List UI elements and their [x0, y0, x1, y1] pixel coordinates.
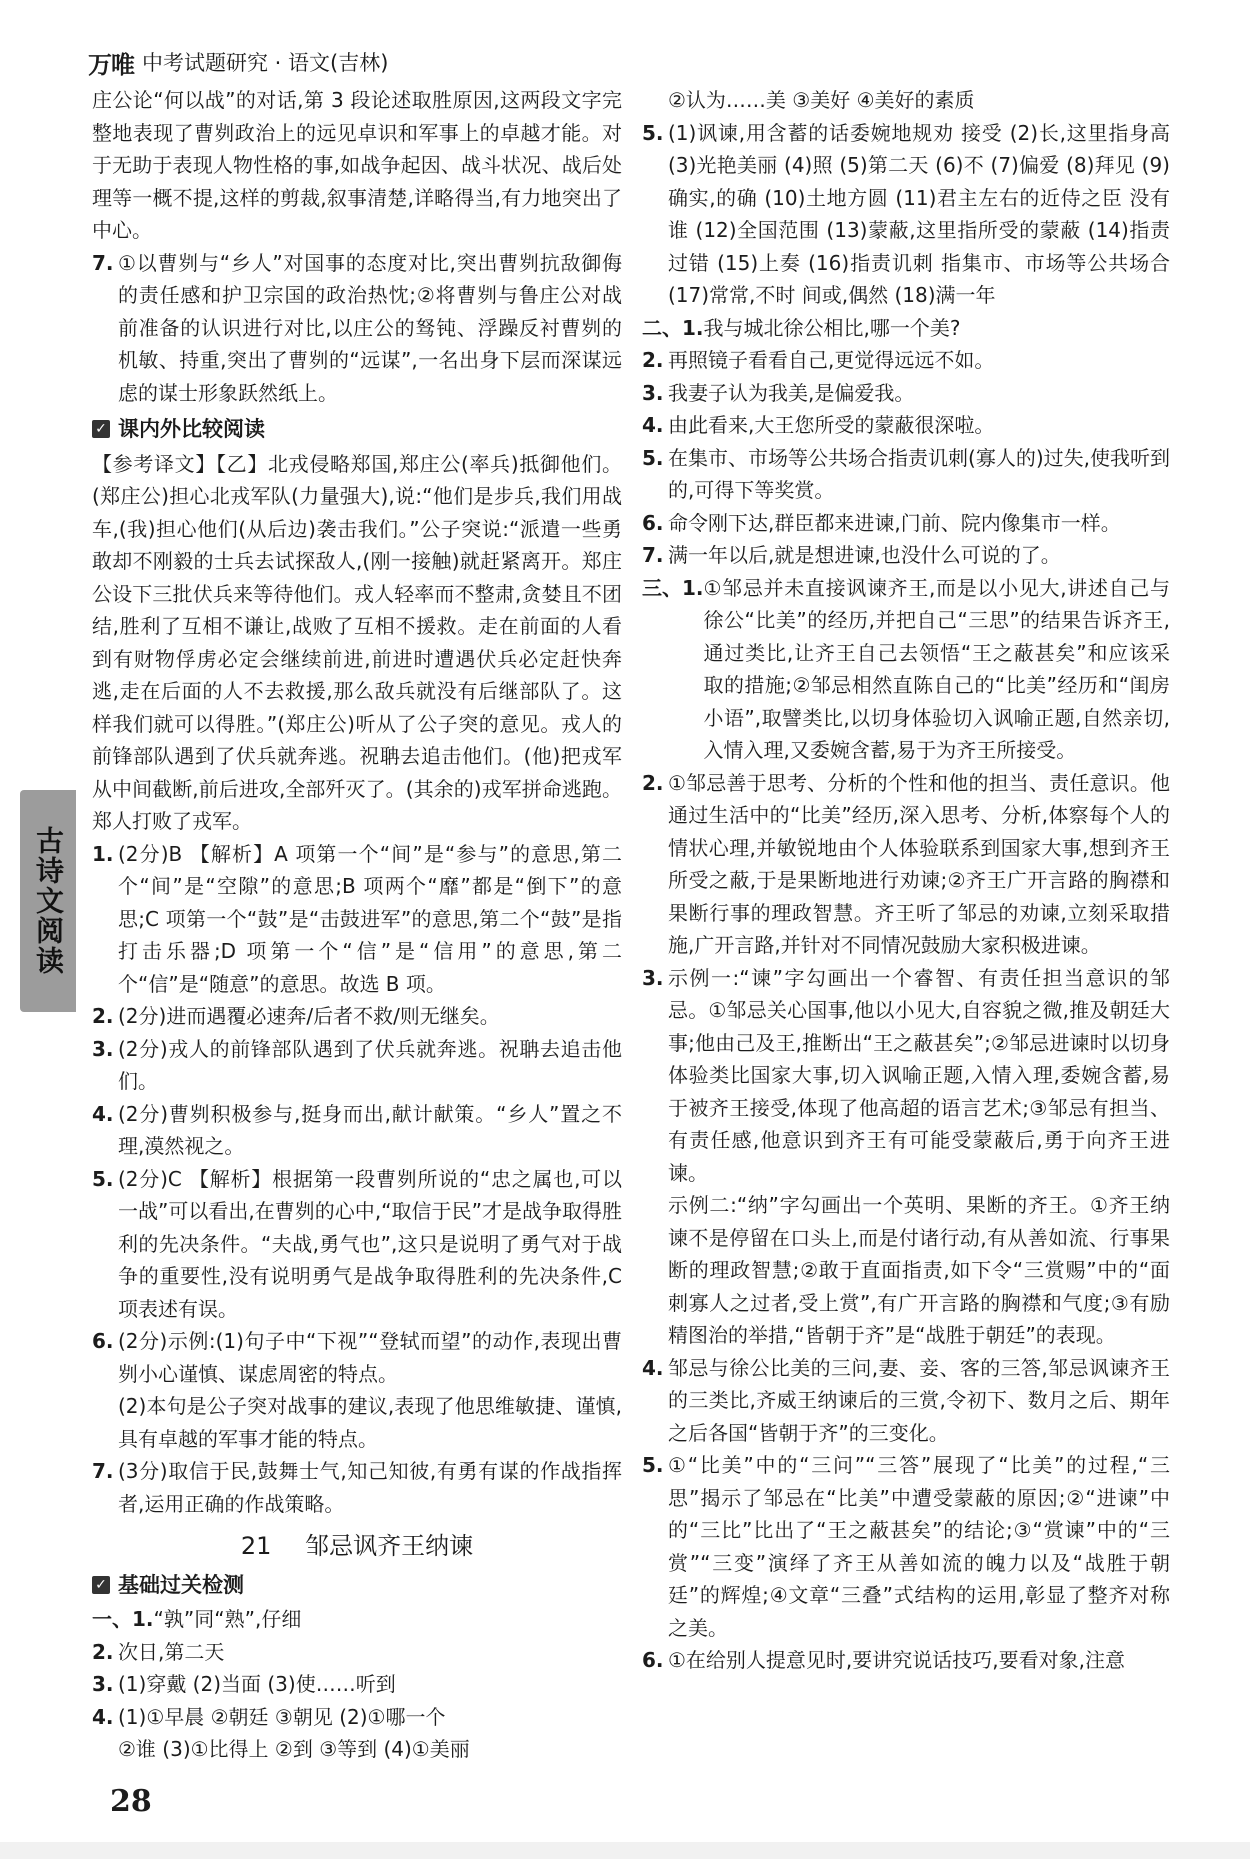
item-number: 3.: [92, 1672, 114, 1696]
side-tab-label: 古诗文阅读: [32, 826, 65, 976]
item-number: [642, 1189, 668, 1352]
brand-logo: 万唯: [88, 50, 134, 79]
list-item: [92, 1000, 622, 1033]
item-number: 二、1.: [642, 315, 704, 340]
basics-list: [92, 1603, 622, 1766]
lesson-title: [92, 1530, 622, 1563]
item-text: 我与城北徐公相比,哪一个美?: [703, 315, 961, 340]
item-text: ②谁 (3)①比得上 ②到 ③等到 (4)①美丽: [118, 1737, 470, 1761]
item-text: 我妻子认为我美,是偏爱我。: [668, 380, 915, 405]
item-number: 5.: [642, 445, 664, 470]
continued-line: ②认为……美 ③美好 ④美好的素质: [668, 88, 975, 112]
bottom-strip: [0, 1842, 1250, 1859]
list-item: [642, 1449, 1170, 1644]
list-item: [92, 1455, 622, 1520]
list-item: [642, 507, 1170, 540]
item-number: 6.: [642, 510, 664, 535]
intro-paragraph: 庄公论“何以战”的对话,第 3 段论述取胜原因,这两段文字完整地表现了曹刿政治上的远见卓识和军事上的卓越才能。对于无助于表现人物性格的事,如战争起因、战斗状况、战后处理等一概不提,这样的剪裁,叙事清楚,详略得当,有力地突出了中心。: [92, 88, 622, 242]
list-item: [642, 962, 1170, 1190]
item-number: 2.: [642, 770, 664, 795]
section-title: 课内外比较阅读: [118, 417, 265, 441]
item-text: (2分)示例:(1)句子中“下视”“登轼而望”的动作,表现出曹刿小心谨慎、谋虑周密的特点。: [118, 1329, 622, 1386]
list-item: [642, 1644, 1170, 1677]
item-number: 2.: [92, 1639, 114, 1664]
item-text: (2分)C 【解析】根据第一段曹刿所说的“忠之属也,可以一战”可以看出,在曹刿的心中,“取信于民”才是战争取得胜利的先决条件。“夫战,勇气也”,这只是说明了勇气对于战争的重要性,没有说明勇气是战争取得胜利的先决条件,C 项表述有误。: [118, 1166, 622, 1321]
list-item: [92, 1668, 622, 1701]
header-title: 中考试题研究 · 语文(吉林): [142, 51, 389, 75]
item-text: (3分)取信于民,鼓舞士气,知己知彼,有勇有谋的作战指挥者,运用正确的作战策略。: [118, 1459, 622, 1516]
list-item: [92, 1636, 622, 1669]
lesson-number: 21: [240, 1532, 272, 1560]
item-text: ①“比美”中的“三问”“三答”展现了“比美”的过程,“三思”揭示了邹忌在“比美”中遭受蒙蔽的原因;②“进谏”中的“三比”比出了“王之蔽甚矣”的结论;③“赏谏”中的“三赏”“三变”演绎了齐王从善如流的魄力以及“战胜于朝廷”的辉煌;④文章“三叠”式结构的运用,彰显了整齐对称之美。: [668, 1453, 1170, 1640]
list-item: [642, 442, 1170, 507]
list-item: [92, 1325, 622, 1390]
right-column: [642, 84, 1170, 1677]
item-text: “孰”同“熟”,仔细: [153, 1607, 302, 1631]
list-item: [92, 1163, 622, 1326]
list-item: [92, 1701, 622, 1734]
item-number: [92, 1390, 118, 1455]
answer-list: [92, 838, 622, 1521]
list-item: [92, 838, 622, 1001]
item-number: 6.: [642, 1648, 664, 1672]
item-text: ①以曹刿与“乡人”对国事的态度对比,突出曹刿抗敌御侮的责任感和护卫宗国的政治热忱;②将曹刿与鲁庄公对战前准备的认识进行对比,以庄公的驽钝、浮躁反衬曹刿的机敏、持重,突出了曹刿的“远谋”,一名出身下层而深谋远虑的谋士形象跃然纸上。: [118, 250, 622, 405]
item-text: (2分)进而遇覆必速奔/后者不救/则无继矣。: [118, 1004, 500, 1028]
side-tab: [20, 790, 76, 1012]
list-item: [642, 409, 1170, 442]
left-column: [92, 84, 622, 1766]
item-text: 命令刚下达,群臣都来进谏,门前、院内像集市一样。: [668, 510, 1121, 535]
list-item: [642, 539, 1170, 572]
item-number: 4.: [642, 1355, 664, 1380]
item-number: 5.: [642, 1453, 664, 1477]
item-text: (2)本句是公子突对战事的建议,表现了他思维敏捷、谨慎,具有卓越的军事才能的特点。: [118, 1394, 622, 1451]
section-heading: [92, 413, 622, 446]
section-heading: [92, 1569, 622, 1602]
item-number: 2.: [92, 1004, 114, 1028]
item-number: 7.: [642, 543, 664, 567]
item-number: 6.: [92, 1329, 114, 1353]
list-item: [642, 572, 1170, 767]
list-item: [642, 1189, 1170, 1352]
item-number: [92, 1733, 118, 1766]
item-text: ①邹忌善于思考、分析的个性和他的担当、责任意识。他通过生活中的“比美”经历,深入思考、分析,体察每个人的情状心理,并敏锐地由个人体验联系到国家大事,想到齐王所受之蔽,于是果断地进行劝谏;②齐王广开言路的胸襟和果断行事的理政智慧。齐王听了邹忌的劝谏,立刻采取措施,广开言路,并针对不同情况鼓励大家积极进谏。: [668, 770, 1170, 957]
item-number: 3.: [92, 1036, 114, 1061]
list-item: [642, 312, 1170, 345]
lesson-name: 邹忌讽齐王纳谏: [305, 1532, 474, 1560]
answer-list: [642, 117, 1170, 1677]
item-text: 由此看来,大王您所受的蒙蔽很深啦。: [668, 413, 995, 437]
item-text: 满一年以后,就是想进谏,也没什么可说的了。: [668, 543, 1061, 567]
list-item: [92, 1733, 622, 1766]
item-text: 再照镜子看看自己,更觉得远远不如。: [668, 348, 995, 372]
check-icon: ✓: [92, 420, 110, 438]
item-number: 7.: [92, 1459, 114, 1483]
item-number: 4.: [92, 1704, 114, 1729]
item-number: 7.: [92, 250, 114, 275]
item-number: 2.: [642, 348, 664, 372]
check-icon: ✓: [92, 1576, 110, 1594]
list-item: [92, 1098, 622, 1163]
list-item: [92, 1033, 622, 1098]
item-number: 5.: [92, 1166, 114, 1191]
item-text: ①在给别人提意见时,要讲究说话技巧,要看对象,注意: [668, 1648, 1126, 1672]
translation-paragraph: 【参考译文】【乙】北戎侵略郑国,郑庄公(率兵)抵御他们。(郑庄公)担心北戎军队(力量强大),说:“他们是步兵,我们用战车,(我)担心他们(从后边)袭击我们。”公子突说:“派遣一些勇敢却不刚毅的士兵去试探敌人,(刚一接触)就赶紧离开。郑庄公设下三批伏兵来等待他们。戎人轻率而不整肃,贪婪且不团结,胜利了互相不谦让,战败了互相不援救。走在前面的人看到有财物俘虏必定会继续前进,前进时遭遇伏兵必定赶快奔逃,走在后面的人不去救援,那么敌兵就没有后继部队了。这样我们就可以得胜。”(郑庄公)听从了公子突的意见。戎人的前锋部队遇到了伏兵就奔逃。祝聃去追击他们。(他)把戎军从中间截断,前后进攻,全部歼灭了。(其余的)戎军拼命逃跑。郑人打败了戎军。: [92, 451, 622, 833]
item-number: 一、1.: [92, 1607, 154, 1631]
section-title: 基础过关检测: [118, 1572, 244, 1597]
header: [88, 42, 388, 82]
list-item: [92, 247, 622, 410]
item-text: (2分)曹刿积极参与,挺身而出,献计献策。“乡人”置之不理,漠然视之。: [118, 1101, 622, 1158]
list-item: [642, 1352, 1170, 1450]
page-number: 28: [110, 1784, 152, 1819]
item-text: 示例二:“纳”字勾画出一个英明、果断的齐王。①齐王纳谏不是停留在口头上,而是付诸行动,有从善如流、行事果断的理政智慧;②敢于直面指责,如下令“三赏赐”中的“面刺寡人之过者,受上赏”,有广开言路的胸襟和气度;③有励精图治的举措,“皆朝于齐”是“战胜于朝廷”的表现。: [668, 1193, 1170, 1347]
item-text: (2分)B 【解析】A 项第一个“间”是“参与”的意思,第二个“间”是“空隙”的意思;B 项两个“靡”都是“倒下”的意思;C 项第一个“鼓”是“击鼓进军”的意思,第二个“鼓”是指打击乐器;D 项第一个“信”是“信用”的意思,第二个“信”是“随意”的意思。故选 B 项。: [118, 841, 622, 996]
list-item: [642, 344, 1170, 377]
item-text: (2分)戎人的前锋部队遇到了伏兵就奔逃。祝聃去追击他们。: [118, 1036, 622, 1093]
item-text: 邹忌与徐公比美的三问,妻、妾、客的三答,邹忌讽谏齐王的三类比,齐威王纳谏后的三赏,令初下、数月之后、期年之后各国“皆朝于齐”的三变化。: [668, 1355, 1170, 1445]
list-item: [642, 117, 1170, 312]
list-item: [92, 1603, 622, 1636]
list-item: [642, 767, 1170, 962]
item-number: 4.: [92, 1101, 114, 1126]
item-number: 1.: [92, 841, 114, 866]
item-text: 在集市、市场等公共场合指责讥刺(寡人的)过失,使我听到的,可得下等奖赏。: [668, 445, 1170, 502]
item-text: (1)①早晨 ②朝廷 ③朝见 (2)①哪一个: [118, 1704, 446, 1729]
item-text: ①邹忌并未直接讽谏齐王,而是以小见大,讲述自己与徐公“比美”的经历,并把自己“三思”的结果告诉齐王,通过类比,让齐王自己去领悟“王之蔽甚矣”和应该采取的措施;②邹忌相然直陈自己的“比美”经历和“闺房小语”,取譬类比,以切身体验切入讽喻正题,自然亲切,入情入理,又委婉含蓄,易于为齐王所接受。: [703, 575, 1170, 762]
list-item: [642, 377, 1170, 410]
list-item: [92, 1390, 622, 1455]
item-text: (1)讽谏,用含蓄的话委婉地规劝 接受 (2)长,这里指身高 (3)光艳美丽 (4)照 (5)第二天 (6)不 (7)偏爱 (8)拜见 (9)确实,的确 (10)土地方圆 (11)君主左右的近侍之臣 没有谁 (12)全国范围 (13)蒙蔽,这里指所受的蒙蔽 (14)指责 过错 (15)上奏 (16)指责讥刺 指集市、市场等公共场合 (17)常常,不时 间或,偶然 (18)满一年: [668, 120, 1170, 307]
item-number: 5.: [642, 120, 664, 145]
item-number: 4.: [642, 413, 664, 437]
item-number: 3.: [642, 380, 664, 405]
item-number: 3.: [642, 965, 664, 990]
item-text: (1)穿戴 (2)当面 (3)使……听到: [118, 1672, 396, 1696]
item-text: 示例一:“谏”字勾画出一个睿智、有责任担当意识的邹忌。①邹忌关心国事,他以小见大,自容貌之微,推及朝廷大事;他由己及王,推断出“王之蔽甚矣”;②邹忌进谏时以切身体验类比国家大事,切入讽喻正题,入情入理,委婉含蓄,易于被齐王接受,体现了他高超的语言艺术;③邹忌有担当、有责任感,他意识到齐王有可能受蒙蔽后,勇于向齐王进谏。: [668, 965, 1170, 1185]
item-number: 三、1.: [642, 575, 704, 600]
item-text: 次日,第二天: [118, 1639, 225, 1664]
